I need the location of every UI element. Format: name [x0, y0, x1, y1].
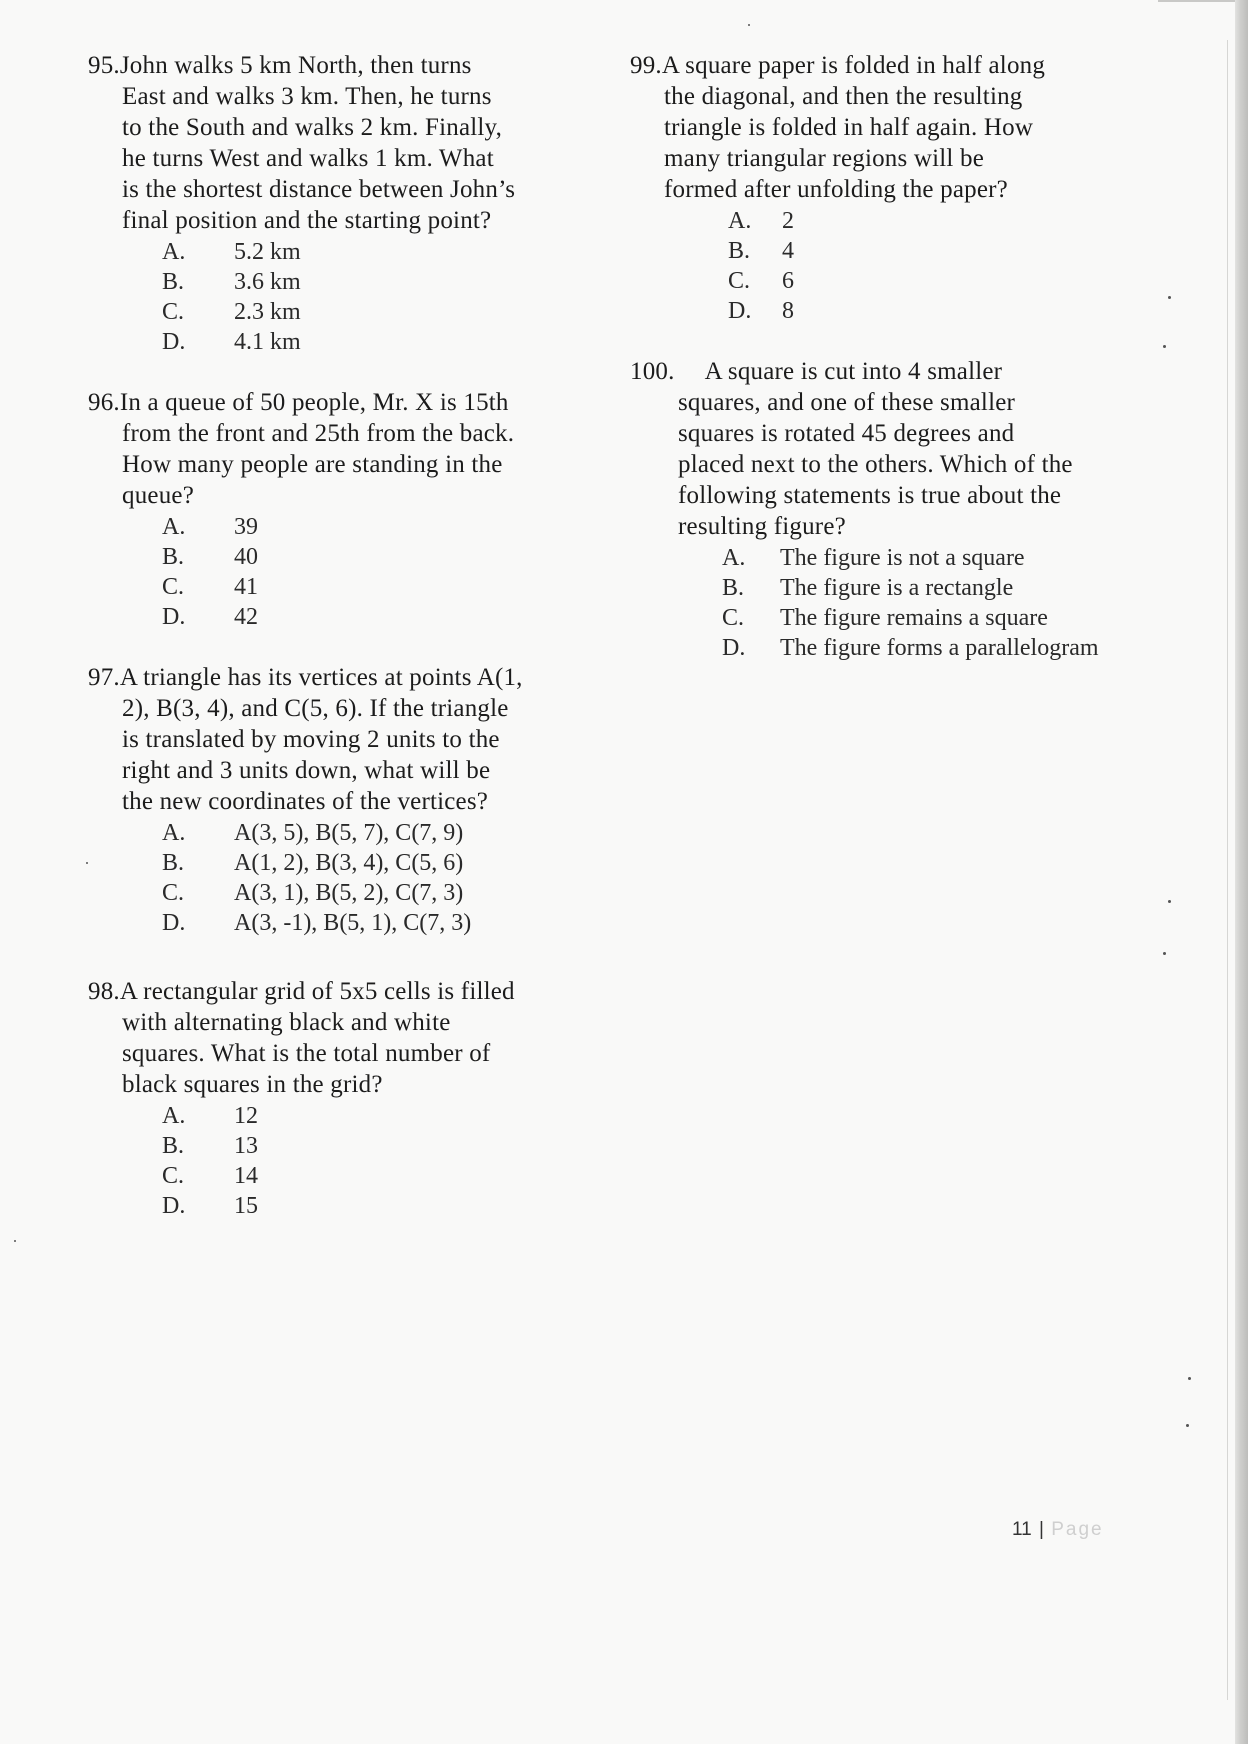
scan-edge-line — [1227, 40, 1228, 1700]
option-d: D. 15 — [162, 1193, 258, 1219]
question-stem: 100. A square is cut into 4 smaller squares, and one of these smaller squares is rotated 45 degrees and placed next to the others. Which of the following statements is true about the resulting figure? — [630, 358, 1073, 540]
option-c: C. 6 — [728, 268, 794, 294]
option-c: C. A(3, 1), B(5, 2), C(7, 3) — [162, 880, 464, 906]
scan-speck — [1188, 1377, 1191, 1380]
scan-speck — [14, 1240, 16, 1242]
option-c: C. 41 — [162, 574, 258, 600]
option-b: B. A(1, 2), B(3, 4), C(5, 6) — [162, 850, 464, 876]
footer-separator: | — [1039, 1519, 1044, 1540]
option-d: D. A(3, -1), B(5, 1), C(7, 3) — [162, 910, 472, 936]
scan-speck — [1168, 900, 1171, 903]
question-95 — [88, 50, 588, 357]
question-98 — [88, 976, 588, 1221]
option-d: D. 4.1 km — [162, 329, 301, 355]
option-c: C. 2.3 km — [162, 299, 301, 325]
answer-options — [88, 237, 588, 357]
option-b: B. 3.6 km — [162, 269, 301, 295]
question-96 — [88, 387, 588, 632]
right-column — [630, 50, 1150, 693]
question-97 — [88, 662, 588, 938]
question-stem: 95.John walks 5 km North, then turns East and walks 3 km. Then, he turns to the South and walks 2 km. Finally, he turns West and walks 1 km. What is the shortest distance between John’s final position and the starting point? — [88, 52, 516, 234]
scan-speck — [748, 24, 750, 26]
option-c: C. The figure remains a square — [722, 605, 1048, 631]
scan-speck — [1163, 345, 1166, 348]
option-a: A. A(3, 5), B(5, 7), C(7, 9) — [162, 820, 464, 846]
option-b: B. 13 — [162, 1133, 258, 1159]
scan-paper-edge — [1235, 0, 1248, 1744]
answer-options — [630, 206, 1150, 326]
page-label: Page — [1051, 1519, 1104, 1540]
answer-options — [88, 1101, 588, 1221]
question-stem: 99.A square paper is folded in half along the diagonal, and then the resulting triangle is folded in half again. How many triangular regions will be formed after unfolding the paper? — [630, 52, 1046, 203]
question-number: 100. — [630, 358, 675, 385]
option-a: A. 39 — [162, 514, 258, 540]
option-b: B. 4 — [728, 238, 794, 264]
question-number: 95. — [88, 52, 120, 79]
page-number: 11 — [1012, 1519, 1032, 1540]
option-c: C. 14 — [162, 1163, 258, 1189]
question-number: 97. — [88, 664, 120, 691]
option-b: B. 40 — [162, 544, 258, 570]
option-b: B. The figure is a rectangle — [722, 575, 1014, 601]
question-stem: 97.A triangle has its vertices at points A(1, 2), B(3, 4), and C(5, 6). If the triangle is translated by moving 2 units to the right and 3 units down, what will be the new coordinates of the vertices? — [88, 664, 523, 815]
question-stem: 96.In a queue of 50 people, Mr. X is 15th from the front and 25th from the back. How many people are standing in the queue? — [88, 389, 515, 509]
scan-speck — [1163, 952, 1166, 955]
option-d: D. The figure forms a parallelogram — [722, 635, 1099, 661]
option-d: D. 8 — [728, 298, 794, 324]
question-100 — [630, 356, 1150, 663]
answer-options — [630, 543, 1150, 663]
option-a: A. 12 — [162, 1103, 258, 1129]
page-footer — [1012, 1519, 1104, 1541]
question-number: 98. — [88, 978, 120, 1005]
option-a: A. 5.2 km — [162, 239, 301, 265]
scan-speck — [86, 862, 88, 864]
option-d: D. 42 — [162, 604, 258, 630]
question-99 — [630, 50, 1150, 326]
left-column — [88, 50, 588, 1251]
question-number: 99. — [630, 52, 662, 79]
answer-options — [88, 818, 588, 938]
question-number: 96. — [88, 389, 120, 416]
option-a: A. The figure is not a square — [722, 545, 1025, 571]
scan-speck — [1186, 1424, 1189, 1427]
answer-options — [88, 512, 588, 632]
question-stem: 98.A rectangular grid of 5x5 cells is filled with alternating black and white squares. What is the total number of black squares in the grid? — [88, 978, 515, 1098]
option-a: A. 2 — [728, 208, 794, 234]
scan-speck — [1168, 296, 1171, 299]
